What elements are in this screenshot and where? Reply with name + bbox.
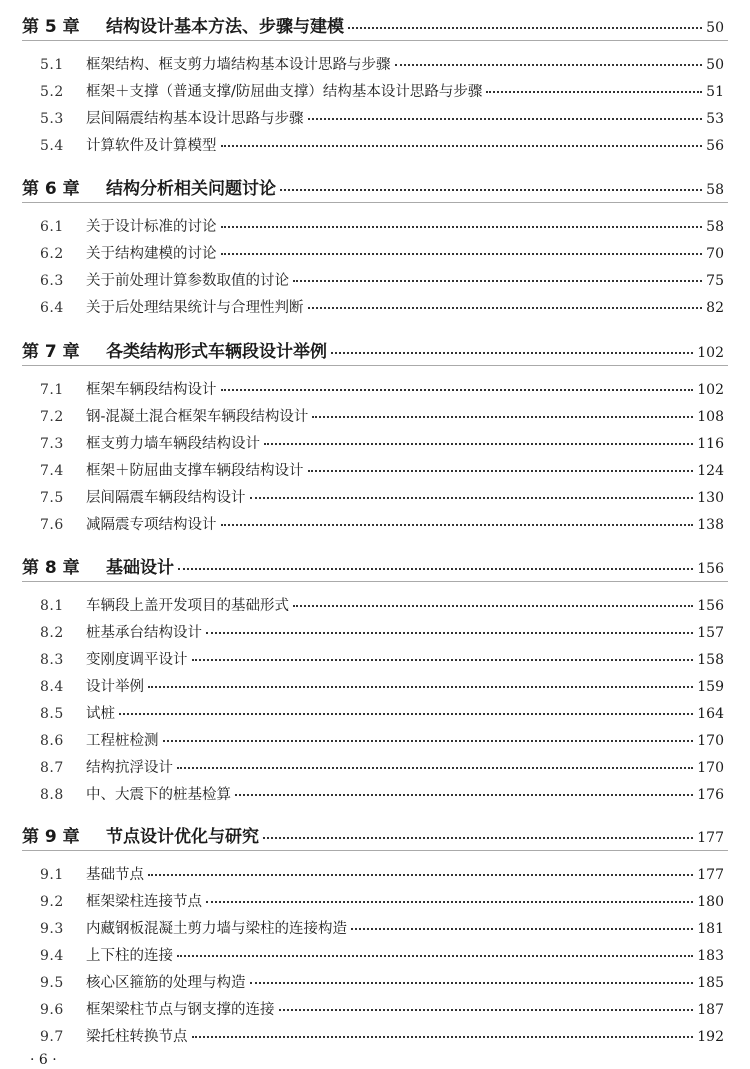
chapter-page-number: 156 [697,561,724,577]
section-title: 钢-混凝土混合框架车辆段结构设计 [86,409,309,425]
section-page-number: 130 [697,490,724,506]
chapter-page-number: 50 [706,20,724,36]
section-number: 5.4 [40,138,64,154]
section-title: 框架梁柱连接节点 [86,894,202,910]
section-page-number: 159 [697,679,724,695]
chapter-title: 结构设计基本方法、步骤与建模 [106,17,344,37]
section-page-number: 70 [706,246,724,262]
section-number: 7.5 [40,490,64,506]
section-number: 8.7 [40,760,64,776]
section-number: 6.1 [40,219,64,235]
section-entry[interactable] [40,729,724,750]
section-title: 车辆段上盖开发项目的基础形式 [86,598,289,614]
dot-leader [177,954,693,957]
section-entry[interactable] [40,594,724,615]
section-entry[interactable] [40,863,724,884]
section-entry[interactable] [40,890,724,911]
section-page-number: 158 [697,652,724,668]
section-entry[interactable] [40,269,724,290]
section-title: 核心区箍筋的处理与构造 [86,975,246,991]
section-entry[interactable] [40,917,724,938]
section-entry[interactable] [40,648,724,669]
chapter-number: 第 6 章 [22,179,80,199]
section-entry[interactable] [40,675,724,696]
section-title: 上下柱的连接 [86,948,173,964]
section-title: 内藏钢板混凝土剪力墙与梁柱的连接构造 [86,921,347,937]
section-entry[interactable] [40,998,724,1019]
dot-leader [293,279,702,282]
section-number: 6.2 [40,246,64,262]
section-entry[interactable] [40,405,724,426]
section-page-number: 116 [697,436,724,452]
chapter-title: 基础设计 [106,558,174,578]
dot-leader [293,604,693,607]
section-entry[interactable] [40,944,724,965]
dot-leader [308,469,694,472]
chapter-number: 第 7 章 [22,342,80,362]
section-number: 9.7 [40,1029,64,1045]
chapter-page-number: 177 [697,830,724,846]
dot-leader [178,567,693,570]
chapter-title: 节点设计优化与研究 [106,827,259,847]
section-number: 5.1 [40,57,64,73]
section-entry[interactable] [40,134,724,155]
section-page-number: 181 [697,921,724,937]
chapter-entry[interactable] [22,12,724,37]
chapter-entry[interactable] [22,337,724,362]
section-page-number: 56 [706,138,724,154]
section-title: 结构抗浮设计 [86,760,173,776]
chapter-entry[interactable] [22,822,724,847]
section-number: 7.1 [40,382,64,398]
dot-leader [312,415,693,418]
section-title: 关于前处理计算参数取值的讨论 [86,273,289,289]
section-page-number: 124 [697,463,724,479]
section-title: 框支剪力墙车辆段结构设计 [86,436,260,452]
dot-leader [351,927,693,930]
section-number: 8.5 [40,706,64,722]
dot-leader [331,351,693,354]
section-page-number: 187 [697,1002,724,1018]
dot-leader [221,144,703,147]
section-title: 关于后处理结果统计与合理性判断 [86,300,304,316]
section-entry[interactable] [40,296,724,317]
dot-leader [206,631,693,634]
dot-leader [221,523,694,526]
section-entry[interactable] [40,621,724,642]
section-page-number: 180 [697,894,724,910]
section-title: 关于设计标准的讨论 [86,219,217,235]
section-page-number: 102 [697,382,724,398]
section-page-number: 53 [706,111,724,127]
section-number: 8.6 [40,733,64,749]
section-number: 7.6 [40,517,64,533]
chapter-divider [22,202,728,203]
section-title: 基础节点 [86,867,144,883]
chapter-divider [22,365,728,366]
section-number: 9.4 [40,948,64,964]
section-page-number: 177 [697,867,724,883]
section-title: 层间隔震结构基本设计思路与步骤 [86,111,304,127]
chapter-divider [22,40,728,41]
chapter-title: 结构分析相关问题讨论 [106,179,276,199]
section-page-number: 170 [697,760,724,776]
section-page-number: 138 [697,517,724,533]
dot-leader [163,739,694,742]
section-page-number: 185 [697,975,724,991]
section-entry[interactable] [40,107,724,128]
section-title: 试桩 [86,706,115,722]
section-entry[interactable] [40,971,724,992]
chapter-entry[interactable] [22,174,724,199]
chapter-number: 第 5 章 [22,17,80,37]
dot-leader [206,900,693,903]
dot-leader [264,442,693,445]
dot-leader [221,388,694,391]
section-entry[interactable] [40,242,724,263]
dot-leader [250,981,694,984]
section-number: 8.4 [40,679,64,695]
section-page-number: 58 [706,219,724,235]
section-title: 桩基承台结构设计 [86,625,202,641]
dot-leader [263,836,693,839]
section-page-number: 157 [697,625,724,641]
dot-leader [235,793,693,796]
section-title: 减隔震专项结构设计 [86,517,217,533]
chapter-title: 各类结构形式车辆段设计举例 [106,342,327,362]
section-page-number: 156 [697,598,724,614]
section-number: 8.2 [40,625,64,641]
section-number: 9.3 [40,921,64,937]
section-number: 8.3 [40,652,64,668]
dot-leader [192,1035,694,1038]
section-number: 5.2 [40,84,64,100]
section-page-number: 51 [706,84,724,100]
chapter-entry[interactable] [22,553,724,578]
section-number: 8.8 [40,787,64,803]
section-title: 框架＋防屈曲支撑车辆段结构设计 [86,463,304,479]
page-number: · 6 · [30,1052,57,1068]
dot-leader [308,117,703,120]
dot-leader [279,1008,694,1011]
section-page-number: 192 [697,1029,724,1045]
dot-leader [280,188,702,191]
section-number: 7.2 [40,409,64,425]
dot-leader [148,873,693,876]
section-title: 框架结构、框支剪力墙结构基本设计思路与步骤 [86,57,391,73]
dot-leader [148,685,693,688]
section-number: 6.3 [40,273,64,289]
section-number: 9.2 [40,894,64,910]
section-number: 9.6 [40,1002,64,1018]
section-page-number: 75 [706,273,724,289]
section-entry[interactable] [40,378,724,399]
section-page-number: 170 [697,733,724,749]
section-title: 框架梁柱节点与钢支撑的连接 [86,1002,275,1018]
section-page-number: 108 [697,409,724,425]
section-number: 8.1 [40,598,64,614]
dot-leader [395,63,703,66]
chapter-page-number: 58 [706,182,724,198]
dot-leader [177,766,693,769]
section-number: 9.1 [40,867,64,883]
dot-leader [308,306,703,309]
section-page-number: 164 [697,706,724,722]
section-entry[interactable] [40,1025,724,1046]
section-title: 计算软件及计算模型 [86,138,217,154]
section-page-number: 183 [697,948,724,964]
section-entry[interactable] [40,80,724,101]
section-page-number: 50 [706,57,724,73]
section-title: 设计举例 [86,679,144,695]
section-title: 变刚度调平设计 [86,652,188,668]
chapter-number: 第 9 章 [22,827,80,847]
section-entry[interactable] [40,783,724,804]
section-title: 中、大震下的桩基检算 [86,787,231,803]
dot-leader [486,90,702,93]
chapter-number: 第 8 章 [22,558,80,578]
section-entry[interactable] [40,459,724,480]
section-entry[interactable] [40,215,724,236]
section-title: 框架＋支撑（普通支撑/防屈曲支撑）结构基本设计思路与步骤 [86,84,483,100]
section-entry[interactable] [40,756,724,777]
section-number: 9.5 [40,975,64,991]
section-number: 7.3 [40,436,64,452]
chapter-divider [22,581,728,582]
section-entry[interactable] [40,432,724,453]
section-entry[interactable] [40,486,724,507]
dot-leader [119,712,693,715]
dot-leader [348,26,702,29]
chapter-divider [22,850,728,851]
section-number: 6.4 [40,300,64,316]
section-title: 工程桩检测 [86,733,159,749]
section-number: 5.3 [40,111,64,127]
section-entry[interactable] [40,702,724,723]
section-page-number: 176 [697,787,724,803]
section-number: 7.4 [40,463,64,479]
dot-leader [221,225,703,228]
section-title: 层间隔震车辆段结构设计 [86,490,246,506]
section-page-number: 82 [706,300,724,316]
chapter-page-number: 102 [697,345,724,361]
dot-leader [221,252,703,255]
dot-leader [250,496,694,499]
section-entry[interactable] [40,53,724,74]
dot-leader [192,658,694,661]
section-title: 框架车辆段结构设计 [86,382,217,398]
section-title: 关于结构建模的讨论 [86,246,217,262]
section-title: 梁托柱转换节点 [86,1029,188,1045]
section-entry[interactable] [40,513,724,534]
